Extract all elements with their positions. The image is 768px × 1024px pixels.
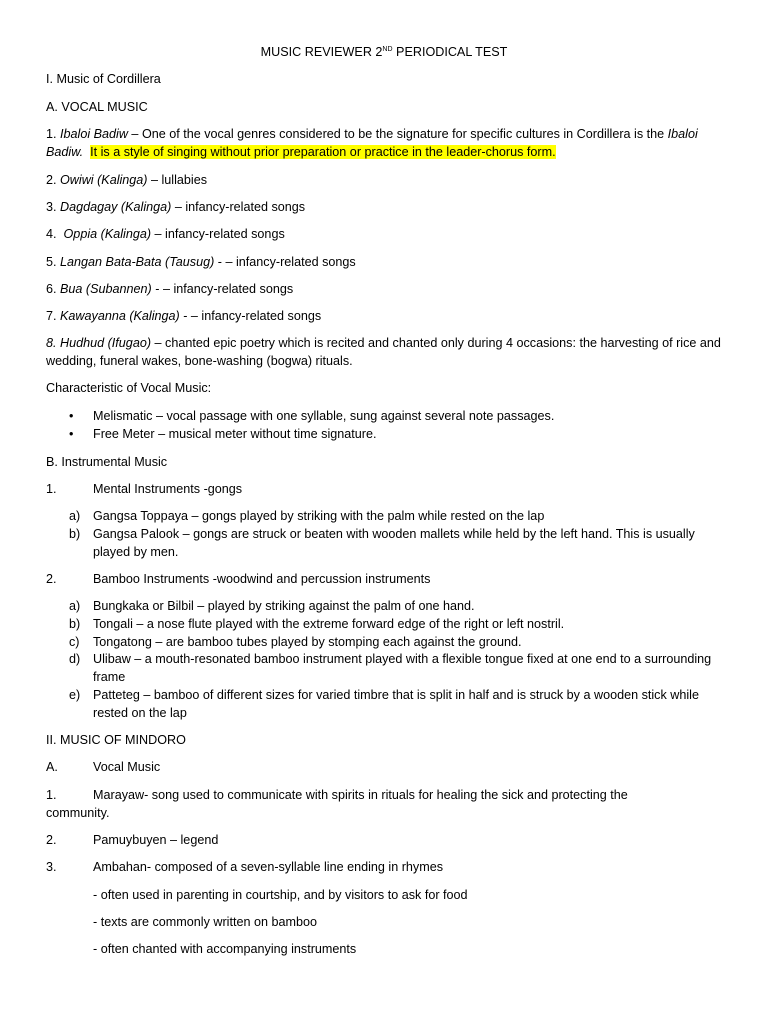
- vocal-item-6: [46, 280, 728, 298]
- item-description: – chanted epic poetry which is recited and chanted only during 4 occasions: the harvesting of rice and wedding, funeral wakes, bone-washing (bogwa) rituals.: [46, 336, 721, 368]
- vocal-item-7: [46, 307, 728, 325]
- subheading-label: Vocal Music: [93, 760, 161, 774]
- vocal-item-8: [46, 334, 728, 370]
- item-number: 1.: [46, 788, 57, 802]
- subheading-vocal-music: A. VOCAL MUSIC: [46, 100, 148, 114]
- characteristic-text: Free Meter – musical meter without time signature.: [93, 427, 377, 441]
- vocal-item-4: [46, 225, 728, 243]
- item-letter: b): [69, 617, 81, 631]
- instrument-item: [46, 650, 728, 686]
- group-number: 1.: [46, 482, 57, 496]
- mindoro-item-1-continued: community.: [46, 806, 110, 820]
- instrument-item: [46, 686, 728, 722]
- note-text: - often chanted with accompanying instruments: [93, 942, 357, 956]
- note-text: - often used in parenting in courtship, and by visitors to ask for food: [93, 888, 468, 902]
- group-label: Bamboo Instruments -woodwind and percussion instruments: [93, 572, 431, 586]
- bullet-icon: •: [69, 427, 74, 441]
- title-superscript: ND: [382, 45, 393, 53]
- instrument-item: [46, 633, 728, 651]
- highlighted-text: It is a style of singing without prior preparation or practice in the leader-chorus form.: [90, 145, 556, 159]
- instrument-item: [46, 507, 728, 525]
- item-letter: b): [69, 527, 81, 541]
- group-label: Mental Instruments -gongs: [93, 482, 243, 496]
- item-text: Ulibaw – a mouth-resonated bamboo instrument played with a flexible tongue fixed at one end to a surrounding frame: [93, 652, 712, 684]
- item-term: Kawayanna (Kalinga): [60, 309, 180, 323]
- item-text: Pamuybuyen – legend: [93, 833, 219, 847]
- subheading-letter: A.: [46, 760, 58, 774]
- item-term: Bua (Subannen): [60, 282, 152, 296]
- instrument-item: [46, 525, 728, 561]
- item-letter: a): [69, 599, 81, 613]
- item-term: 8. Hudhud (Ifugao): [46, 336, 152, 350]
- item-text: Marayaw- song used to communicate with spirits in rituals for healing the sick and protecting the: [93, 788, 628, 802]
- item-number: 4.: [46, 227, 64, 241]
- item-description: - – infancy-related songs: [214, 255, 356, 269]
- item-number: 2.: [46, 833, 57, 847]
- characteristics-heading: Characteristic of Vocal Music:: [46, 381, 212, 395]
- item-term: Langan Bata-Bata (Tausug): [60, 255, 215, 269]
- item-text: Tongali – a nose flute played with the extreme forward edge of the right or left nostril.: [93, 617, 565, 631]
- item-text: Patteteg – bamboo of different sizes for varied timbre that is split in half and is struck by a wooden stick while rested on the lap: [93, 688, 699, 720]
- item-description: – One of the vocal genres considered to be the signature for specific cultures in Cordillera is the: [127, 127, 668, 141]
- item-letter: e): [69, 688, 81, 702]
- instrument-item: [46, 597, 728, 615]
- item-number: 1.: [46, 127, 61, 141]
- item-number: 3.: [46, 200, 61, 214]
- item-number: 6.: [46, 282, 61, 296]
- bullet-icon: •: [69, 409, 74, 423]
- item-description: – lullabies: [147, 173, 208, 187]
- title-text-rest: PERIODICAL TEST: [392, 45, 508, 59]
- instrument-item: [46, 615, 728, 633]
- item-letter: c): [69, 635, 80, 649]
- vocal-item-5: [46, 253, 728, 271]
- vocal-item-2: [46, 171, 728, 189]
- subheading-instrumental-music: B. Instrumental Music: [46, 455, 168, 469]
- item-number: 2.: [46, 173, 61, 187]
- item-term-2: Ibaloi Badiw.: [46, 127, 698, 159]
- note-text: - texts are commonly written on bamboo: [93, 915, 317, 929]
- group-number: 2.: [46, 572, 57, 586]
- item-description: – infancy-related songs: [151, 227, 285, 241]
- characteristic-text: Melismatic – vocal passage with one syllable, sung against several note passages.: [93, 409, 555, 423]
- section-heading-mindoro: II. MUSIC OF MINDORO: [46, 733, 186, 747]
- item-term: Owiwi (Kalinga): [60, 173, 148, 187]
- item-text: Tongatong – are bamboo tubes played by stomping each against the ground.: [93, 635, 522, 649]
- item-letter: a): [69, 509, 81, 523]
- item-number: 5.: [46, 255, 61, 269]
- item-text: Bungkaka or Bilbil – played by striking against the palm of one hand.: [93, 599, 475, 613]
- item-number: 7.: [46, 309, 61, 323]
- vocal-item-1: [46, 125, 728, 161]
- item-term: Dagdagay (Kalinga): [60, 200, 172, 214]
- item-description: – infancy-related songs: [171, 200, 306, 214]
- item-letter: d): [69, 652, 81, 666]
- vocal-item-3: [46, 198, 728, 216]
- page-title: [0, 43, 768, 61]
- item-description: - – infancy-related songs: [151, 282, 294, 296]
- item-number: 3.: [46, 860, 57, 874]
- item-description: - – infancy-related songs: [179, 309, 322, 323]
- item-text: Gangsa Toppaya – gongs played by striking with the palm while rested on the lap: [93, 509, 545, 523]
- item-text: Gangsa Palook – gongs are struck or beaten with wooden mallets while held by the left hand. This is usually played by men.: [93, 527, 695, 559]
- section-heading-cordillera: I. Music of Cordillera: [46, 72, 161, 86]
- item-term: Ibaloi Badiw: [60, 127, 128, 141]
- title-text: MUSIC REVIEWER 2: [260, 45, 383, 59]
- item-term: Oppia (Kalinga): [63, 227, 152, 241]
- item-text: Ambahan- composed of a seven-syllable line ending in rhymes: [93, 860, 444, 874]
